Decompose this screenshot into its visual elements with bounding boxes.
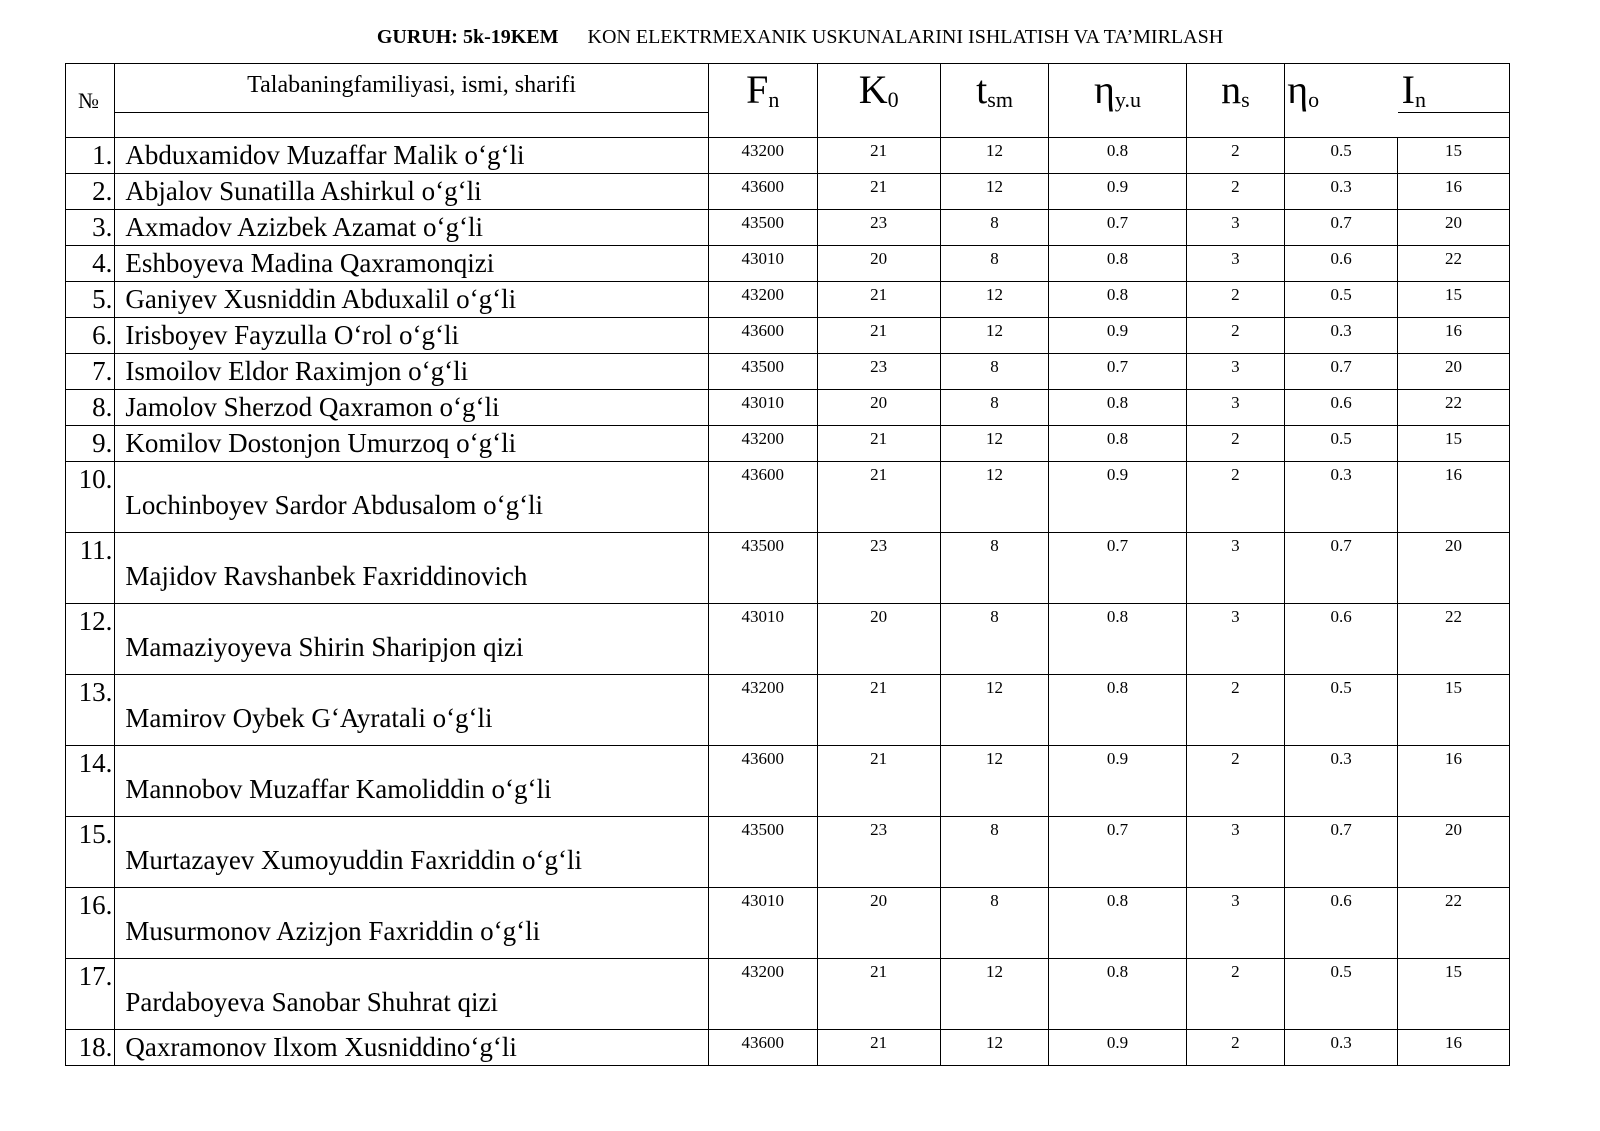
student-name: Pardaboyeva Sanobar Shuhrat qizi bbox=[115, 959, 709, 1030]
cell-fn: 43200 bbox=[708, 138, 817, 174]
cell-ns: 3 bbox=[1186, 604, 1285, 675]
cell-k0: 21 bbox=[817, 1030, 940, 1066]
cell-k0: 21 bbox=[817, 959, 940, 1030]
table-row bbox=[66, 746, 1510, 817]
cell-eta-yu: 0.9 bbox=[1049, 318, 1186, 354]
cell-fn: 43200 bbox=[708, 675, 817, 746]
cell-fn: 43500 bbox=[708, 210, 817, 246]
cell-eta-yu: 0.7 bbox=[1049, 533, 1186, 604]
row-number: 14. bbox=[66, 746, 115, 817]
table-row bbox=[66, 817, 1510, 888]
column-header-name-label: Talabaningfamiliyasi, ismi, sharifi bbox=[247, 72, 577, 98]
table-row bbox=[66, 462, 1510, 533]
cell-ns: 2 bbox=[1186, 138, 1285, 174]
column-header-name bbox=[115, 64, 709, 138]
cell-eta-yu: 0.9 bbox=[1049, 174, 1186, 210]
cell-eta-yu: 0.9 bbox=[1049, 462, 1186, 533]
cell-k0: 21 bbox=[817, 462, 940, 533]
cell-ns: 3 bbox=[1186, 354, 1285, 390]
cell-fn: 43600 bbox=[708, 462, 817, 533]
cell-eta-o: 0.6 bbox=[1285, 604, 1398, 675]
cell-in: 20 bbox=[1398, 210, 1510, 246]
cell-tsm: 8 bbox=[940, 354, 1049, 390]
cell-tsm: 12 bbox=[940, 675, 1049, 746]
document-header bbox=[0, 26, 1600, 49]
row-number: 16. bbox=[66, 888, 115, 959]
cell-tsm: 12 bbox=[940, 746, 1049, 817]
row-number: 18. bbox=[66, 1030, 115, 1066]
cell-k0: 21 bbox=[817, 675, 940, 746]
student-name: Abduxamidov Muzaffar Malik o‘g‘li bbox=[115, 138, 709, 174]
student-name: Majidov Ravshanbek Faxriddinovich bbox=[115, 533, 709, 604]
cell-in: 15 bbox=[1398, 282, 1510, 318]
table-row bbox=[66, 888, 1510, 959]
cell-fn: 43010 bbox=[708, 888, 817, 959]
cell-k0: 21 bbox=[817, 426, 940, 462]
cell-tsm: 12 bbox=[940, 426, 1049, 462]
cell-k0: 21 bbox=[817, 138, 940, 174]
cell-k0: 20 bbox=[817, 390, 940, 426]
cell-eta-o: 0.7 bbox=[1285, 533, 1398, 604]
student-name: Mamirov Oybek G‘Ayratali o‘g‘li bbox=[115, 675, 709, 746]
cell-k0: 20 bbox=[817, 246, 940, 282]
cell-eta-yu: 0.8 bbox=[1049, 888, 1186, 959]
cell-eta-o: 0.5 bbox=[1285, 959, 1398, 1030]
cell-eta-o: 0.3 bbox=[1285, 318, 1398, 354]
cell-fn: 43600 bbox=[708, 318, 817, 354]
students-table bbox=[65, 63, 1510, 1066]
column-header-in: $I_n$ bbox=[1398, 64, 1510, 138]
student-name: Eshboyeva Madina Qaxramonqizi bbox=[115, 246, 709, 282]
cell-eta-o: 0.6 bbox=[1285, 888, 1398, 959]
cell-tsm: 8 bbox=[940, 390, 1049, 426]
cell-eta-o: 0.5 bbox=[1285, 675, 1398, 746]
column-header-eta-yu: $\eta_{y.u}$ bbox=[1049, 64, 1186, 138]
column-header-eta-o: $\eta_o$ bbox=[1285, 64, 1398, 138]
table-header-row bbox=[66, 64, 1510, 138]
cell-eta-o: 0.5 bbox=[1285, 426, 1398, 462]
cell-in: 15 bbox=[1398, 426, 1510, 462]
cell-k0: 21 bbox=[817, 282, 940, 318]
row-number: 10. bbox=[66, 462, 115, 533]
cell-ns: 2 bbox=[1186, 282, 1285, 318]
table-row bbox=[66, 354, 1510, 390]
table-row bbox=[66, 959, 1510, 1030]
student-name: Axmadov Azizbek Azamat o‘g‘li bbox=[115, 210, 709, 246]
cell-fn: 43500 bbox=[708, 354, 817, 390]
cell-in: 15 bbox=[1398, 138, 1510, 174]
table-row bbox=[66, 282, 1510, 318]
cell-eta-yu: 0.8 bbox=[1049, 426, 1186, 462]
cell-eta-o: 0.6 bbox=[1285, 390, 1398, 426]
cell-eta-yu: 0.8 bbox=[1049, 604, 1186, 675]
cell-eta-yu: 0.7 bbox=[1049, 817, 1186, 888]
cell-tsm: 8 bbox=[940, 604, 1049, 675]
cell-eta-yu: 0.8 bbox=[1049, 138, 1186, 174]
cell-tsm: 8 bbox=[940, 533, 1049, 604]
row-number: 8. bbox=[66, 390, 115, 426]
row-number: 13. bbox=[66, 675, 115, 746]
cell-in: 20 bbox=[1398, 817, 1510, 888]
cell-k0: 20 bbox=[817, 888, 940, 959]
table-row bbox=[66, 604, 1510, 675]
cell-fn: 43010 bbox=[708, 246, 817, 282]
cell-fn: 43010 bbox=[708, 604, 817, 675]
cell-eta-o: 0.3 bbox=[1285, 174, 1398, 210]
column-header-ns: $n_s$ bbox=[1186, 64, 1285, 138]
cell-eta-o: 0.7 bbox=[1285, 354, 1398, 390]
cell-eta-o: 0.7 bbox=[1285, 817, 1398, 888]
student-name: Komilov Dostonjon Umurzoq o‘g‘li bbox=[115, 426, 709, 462]
cell-ns: 2 bbox=[1186, 426, 1285, 462]
table-row bbox=[66, 675, 1510, 746]
cell-in: 22 bbox=[1398, 390, 1510, 426]
cell-ns: 2 bbox=[1186, 746, 1285, 817]
cell-fn: 43200 bbox=[708, 426, 817, 462]
cell-ns: 2 bbox=[1186, 1030, 1285, 1066]
cell-tsm: 12 bbox=[940, 174, 1049, 210]
cell-in: 20 bbox=[1398, 533, 1510, 604]
cell-k0: 20 bbox=[817, 604, 940, 675]
cell-in: 15 bbox=[1398, 675, 1510, 746]
student-name: Mamaziyoyeva Shirin Sharipjon qizi bbox=[115, 604, 709, 675]
table-row bbox=[66, 1030, 1510, 1066]
cell-ns: 3 bbox=[1186, 817, 1285, 888]
cell-k0: 23 bbox=[817, 210, 940, 246]
student-name: Jamolov Sherzod Qaxramon o‘g‘li bbox=[115, 390, 709, 426]
row-number: 3. bbox=[66, 210, 115, 246]
cell-tsm: 8 bbox=[940, 817, 1049, 888]
subject-title: KON ELEKTRMEXANIK USKUNALARINI ISHLATISH VA TA’MIRLASH bbox=[587, 26, 1224, 48]
column-header-fn: $F_n$ bbox=[708, 64, 817, 138]
cell-in: 16 bbox=[1398, 174, 1510, 210]
student-name: Murtazayev Xumoyuddin Faxriddin o‘g‘li bbox=[115, 817, 709, 888]
table-row bbox=[66, 390, 1510, 426]
student-name: Qaxramonov Ilxom Xusniddino‘g‘li bbox=[115, 1030, 709, 1066]
cell-fn: 43600 bbox=[708, 746, 817, 817]
row-number: 11. bbox=[66, 533, 115, 604]
student-name: Mannobov Muzaffar Kamoliddin o‘g‘li bbox=[115, 746, 709, 817]
cell-eta-yu: 0.7 bbox=[1049, 354, 1186, 390]
cell-eta-yu: 0.8 bbox=[1049, 246, 1186, 282]
row-number: 9. bbox=[66, 426, 115, 462]
row-number: 1. bbox=[66, 138, 115, 174]
table-row bbox=[66, 174, 1510, 210]
cell-ns: 3 bbox=[1186, 533, 1285, 604]
cell-tsm: 12 bbox=[940, 959, 1049, 1030]
table-row bbox=[66, 318, 1510, 354]
cell-in: 16 bbox=[1398, 1030, 1510, 1066]
cell-fn: 43500 bbox=[708, 817, 817, 888]
row-number: 17. bbox=[66, 959, 115, 1030]
cell-fn: 43200 bbox=[708, 959, 817, 1030]
cell-ns: 2 bbox=[1186, 318, 1285, 354]
table-row bbox=[66, 138, 1510, 174]
cell-eta-yu: 0.9 bbox=[1049, 1030, 1186, 1066]
student-name: Abjalov Sunatilla Ashirkul o‘g‘li bbox=[115, 174, 709, 210]
row-number: 12. bbox=[66, 604, 115, 675]
cell-tsm: 12 bbox=[940, 138, 1049, 174]
cell-k0: 21 bbox=[817, 318, 940, 354]
cell-tsm: 8 bbox=[940, 246, 1049, 282]
cell-eta-yu: 0.9 bbox=[1049, 746, 1186, 817]
cell-ns: 3 bbox=[1186, 210, 1285, 246]
row-number: 6. bbox=[66, 318, 115, 354]
cell-fn: 43600 bbox=[708, 1030, 817, 1066]
cell-fn: 43010 bbox=[708, 390, 817, 426]
student-name: Ismoilov Eldor Raximjon o‘g‘li bbox=[115, 354, 709, 390]
cell-in: 20 bbox=[1398, 354, 1510, 390]
cell-fn: 43600 bbox=[708, 174, 817, 210]
cell-fn: 43200 bbox=[708, 282, 817, 318]
row-number: 7. bbox=[66, 354, 115, 390]
column-header-no: № bbox=[66, 64, 115, 138]
cell-eta-o: 0.7 bbox=[1285, 210, 1398, 246]
cell-k0: 23 bbox=[817, 354, 940, 390]
cell-eta-yu: 0.7 bbox=[1049, 210, 1186, 246]
student-name: Ganiyev Xusniddin Abduxalil o‘g‘li bbox=[115, 282, 709, 318]
cell-ns: 2 bbox=[1186, 959, 1285, 1030]
student-name: Musurmonov Azizjon Faxriddin o‘g‘li bbox=[115, 888, 709, 959]
cell-in: 16 bbox=[1398, 318, 1510, 354]
row-number: 15. bbox=[66, 817, 115, 888]
cell-tsm: 12 bbox=[940, 1030, 1049, 1066]
cell-tsm: 12 bbox=[940, 462, 1049, 533]
cell-eta-o: 0.5 bbox=[1285, 138, 1398, 174]
cell-k0: 23 bbox=[817, 817, 940, 888]
cell-ns: 2 bbox=[1186, 174, 1285, 210]
cell-fn: 43500 bbox=[708, 533, 817, 604]
group-label: GURUH: 5k-19KEM bbox=[376, 26, 559, 48]
row-number: 4. bbox=[66, 246, 115, 282]
cell-k0: 21 bbox=[817, 174, 940, 210]
cell-eta-o: 0.6 bbox=[1285, 246, 1398, 282]
cell-eta-yu: 0.8 bbox=[1049, 282, 1186, 318]
cell-eta-yu: 0.8 bbox=[1049, 959, 1186, 1030]
row-number: 2. bbox=[66, 174, 115, 210]
column-header-tsm: $t_{sm}$ bbox=[940, 64, 1049, 138]
cell-ns: 2 bbox=[1186, 675, 1285, 746]
cell-eta-o: 0.5 bbox=[1285, 282, 1398, 318]
cell-in: 15 bbox=[1398, 959, 1510, 1030]
table-row bbox=[66, 210, 1510, 246]
table-row bbox=[66, 426, 1510, 462]
cell-ns: 3 bbox=[1186, 888, 1285, 959]
student-name: Irisboyev Fayzulla O‘rol o‘g‘li bbox=[115, 318, 709, 354]
cell-tsm: 8 bbox=[940, 888, 1049, 959]
cell-eta-o: 0.3 bbox=[1285, 1030, 1398, 1066]
cell-eta-o: 0.3 bbox=[1285, 462, 1398, 533]
cell-eta-yu: 0.8 bbox=[1049, 390, 1186, 426]
row-number: 5. bbox=[66, 282, 115, 318]
table-row bbox=[66, 533, 1510, 604]
cell-in: 16 bbox=[1398, 462, 1510, 533]
cell-in: 22 bbox=[1398, 604, 1510, 675]
cell-in: 22 bbox=[1398, 246, 1510, 282]
column-header-k0: $K_0$ bbox=[817, 64, 940, 138]
cell-tsm: 12 bbox=[940, 282, 1049, 318]
cell-eta-o: 0.3 bbox=[1285, 746, 1398, 817]
cell-ns: 3 bbox=[1186, 390, 1285, 426]
table-row bbox=[66, 246, 1510, 282]
cell-ns: 2 bbox=[1186, 462, 1285, 533]
cell-k0: 23 bbox=[817, 533, 940, 604]
cell-k0: 21 bbox=[817, 746, 940, 817]
student-name: Lochinboyev Sardor Abdusalom o‘g‘li bbox=[115, 462, 709, 533]
cell-tsm: 12 bbox=[940, 318, 1049, 354]
cell-tsm: 8 bbox=[940, 210, 1049, 246]
cell-in: 16 bbox=[1398, 746, 1510, 817]
cell-in: 22 bbox=[1398, 888, 1510, 959]
cell-ns: 3 bbox=[1186, 246, 1285, 282]
cell-eta-yu: 0.8 bbox=[1049, 675, 1186, 746]
